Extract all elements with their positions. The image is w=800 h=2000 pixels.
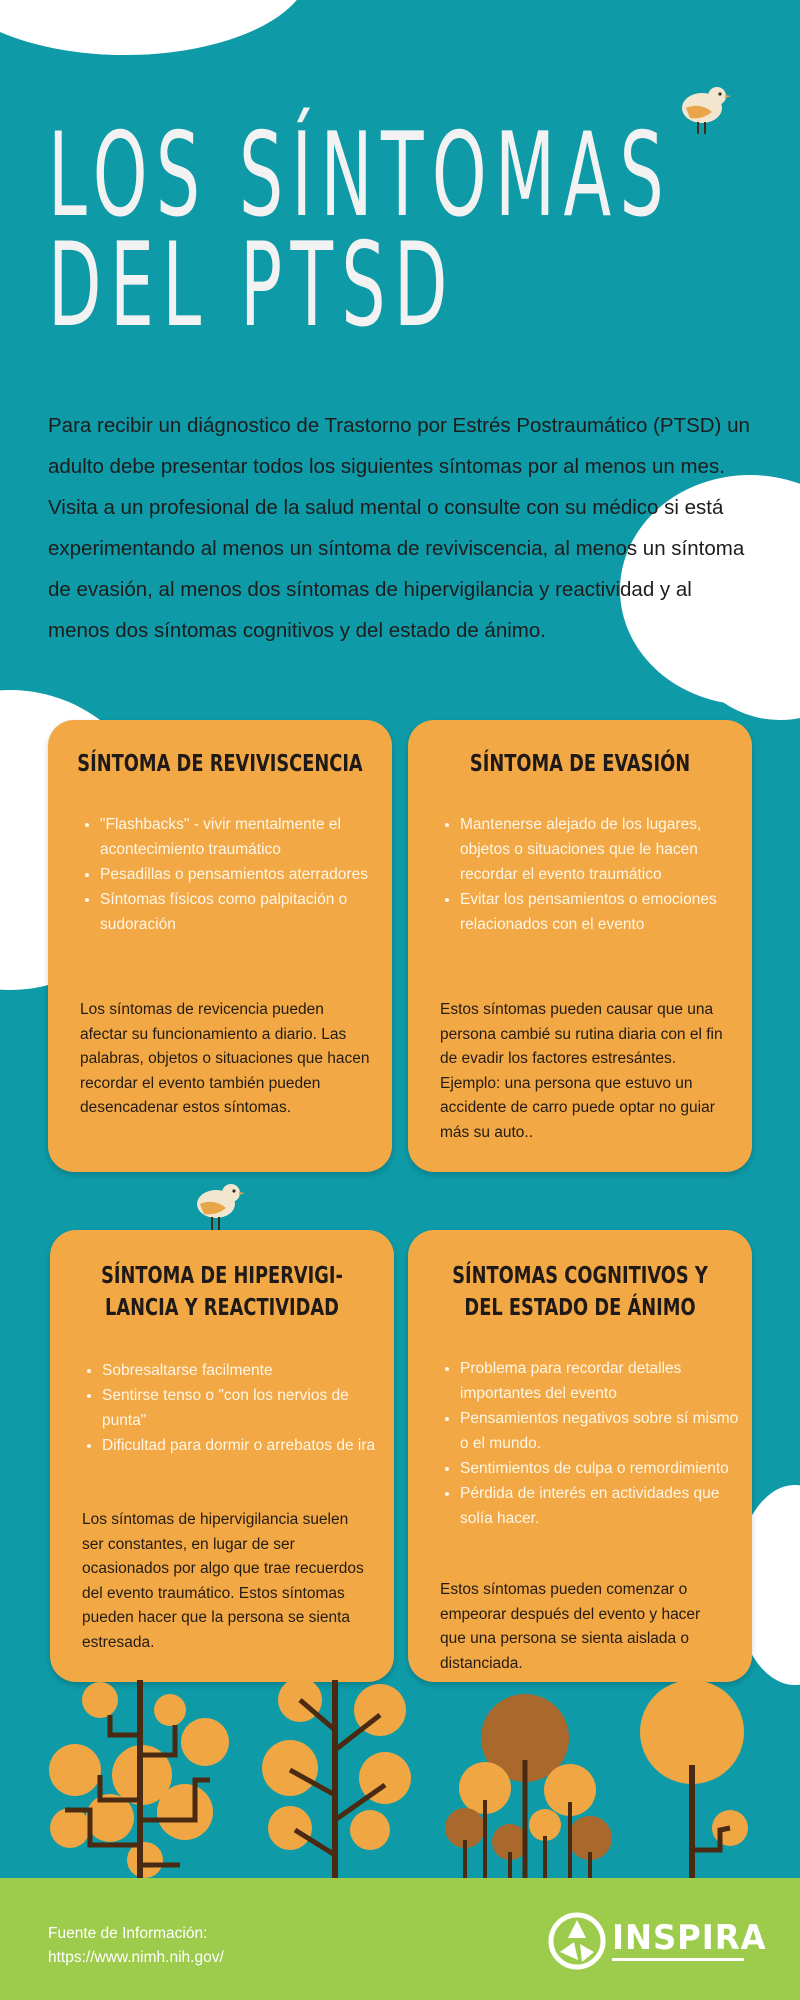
card-title-line-1: SÍNTOMAS COGNITIVOS Y xyxy=(452,1263,708,1289)
list-item: • Sobresaltarse facilmente xyxy=(102,1358,384,1383)
list-item: • Problema para recordar detalles importantes del evento xyxy=(460,1356,742,1406)
list-item: • Dificultad para dormir o arrebatos de ira xyxy=(102,1433,384,1458)
list-item: • "Flashbacks" - vivir mentalmente el acontecimiento traumático xyxy=(100,812,382,862)
list-item: • Síntomas físicos como palpitación o sudoración xyxy=(100,887,382,937)
list-item: • Sentirse tenso o "con los nervios de punta" xyxy=(102,1383,384,1433)
cloud-top-left xyxy=(0,0,310,55)
symptom-list xyxy=(78,812,382,937)
list-item: • Pensamientos negativos sobre sí mismo o el mundo. xyxy=(460,1406,742,1456)
card-description: Estos síntomas pueden comenzar o empeorar después del evento y hacer que una persona se sienta aislada o distanciada. xyxy=(440,1581,701,1672)
card-description: Estos síntomas pueden causar que una persona cambié su rutina diaria con el fin de evadir los factores estresántes. Ejemplo: una persona que estuvo un accidente de carro puede optar no guiar más su auto.. xyxy=(440,1001,723,1141)
card-reviviscencia xyxy=(48,720,392,1172)
list-item: • Evitar los pensamientos o emociones relacionados con el evento xyxy=(460,887,742,937)
source-label: Fuente de Información: xyxy=(48,1925,208,1942)
bird-icon xyxy=(188,1176,250,1232)
card-title: SÍNTOMA DE EVASIÓN xyxy=(469,751,691,777)
list-item: • Pesadillas o pensamientos aterradores xyxy=(100,862,382,887)
inspira-logo-icon xyxy=(548,1912,606,1970)
symptom-list xyxy=(438,812,742,937)
card-hipervigilancia xyxy=(50,1230,394,1682)
symptom-list xyxy=(80,1358,384,1458)
list-item: • Mantenerse alejado de los lugares, objetos o situaciones que le hacen recordar el evento traumático xyxy=(460,812,742,887)
logo-text: INSPIRA xyxy=(612,1918,767,1958)
card-title-line-2: DEL ESTADO DE ÁNIMO xyxy=(464,1295,696,1321)
source-link[interactable]: https://www.nimh.nih.gov/ xyxy=(48,1949,224,1966)
symptom-list xyxy=(438,1356,742,1531)
card-title: SÍNTOMA DE REVIVISCENCIA xyxy=(77,751,363,777)
card-cognitivos xyxy=(408,1230,752,1682)
page-title-line-1: LOS SÍNTOMAS xyxy=(48,108,673,243)
logo-underline xyxy=(612,1958,744,1961)
list-item: • Pérdida de interés en actividades que solía hacer. xyxy=(460,1481,742,1531)
card-title-line-1: SÍNTOMA DE HIPERVIGI- xyxy=(101,1263,343,1289)
list-item: • Sentimientos de culpa o remordimiento xyxy=(460,1456,742,1481)
card-description: Los síntomas de revicencia pueden afectar su funcionamiento a diario. Las palabras, objetos o situaciones que hacen recordar el evento también pueden desencadenar estos síntomas. xyxy=(80,1001,370,1116)
intro-paragraph: Para recibir un diágnostico de Trastorno por Estrés Postraumático (PTSD) un adulto debe presentar todos los siguientes síntomas por al menos un mes. Visita a un profesional de la salud mental o consulte con su médico si está experimentando al menos un síntoma de reviviscencia, al menos un síntoma de evasión, al menos dos síntomas de hipervigilancia y reactividad y al menos dos síntomas cognitivos y del estado de ánimo. xyxy=(48,414,750,642)
page-title-line-2: DEL PTSD xyxy=(48,218,456,353)
card-evasion xyxy=(408,720,752,1172)
card-description: Los síntomas de hipervigilancia suelen ser constantes, en lugar de ser ocasionados por algo que trae recuerdos del evento traumático. Estos síntomas pueden hacer que la persona se sienta estresada. xyxy=(82,1511,364,1651)
bird-icon xyxy=(672,78,734,140)
source-block xyxy=(48,1922,224,1970)
card-title-line-2: LANCIA Y REACTIVIDAD xyxy=(105,1295,339,1321)
tree-icon xyxy=(0,1660,800,1900)
